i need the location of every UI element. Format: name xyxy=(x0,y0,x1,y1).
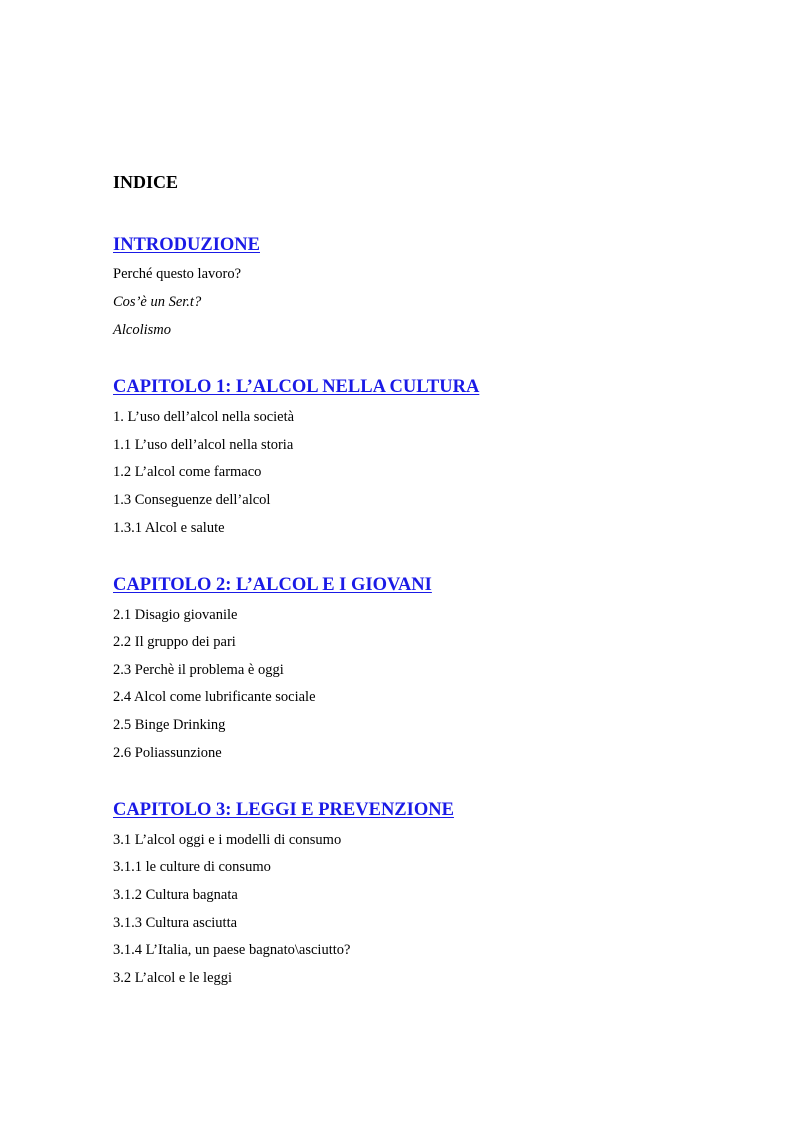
toc-item: 3.2 L’alcol e le leggi xyxy=(113,970,233,986)
toc-item: 1.3 Conseguenze dell’alcol xyxy=(113,492,271,508)
section-heading-capitolo-2[interactable]: CAPITOLO 2: L’ALCOL E I GIOVANI xyxy=(113,575,432,595)
toc-item: 3.1.1 le culture di consumo xyxy=(113,859,271,875)
toc-item: 1.3.1 Alcol e salute xyxy=(113,520,225,536)
section-heading-capitolo-3[interactable]: CAPITOLO 3: LEGGI E PREVENZIONE xyxy=(113,800,454,820)
toc-item: 3.1.3 Cultura asciutta xyxy=(113,915,238,931)
index-title: INDICE xyxy=(113,172,179,192)
toc-item: 1.2 L’alcol come farmaco xyxy=(113,464,262,480)
toc-item: 2.5 Binge Drinking xyxy=(113,717,226,733)
toc-item: 2.4 Alcol come lubrificante sociale xyxy=(113,689,316,705)
toc-item: 3.1.4 L’Italia, un paese bagnato\asciutto? xyxy=(113,942,351,958)
toc-item: Alcolismo xyxy=(113,322,171,338)
toc-item: 3.1 L’alcol oggi e i modelli di consumo xyxy=(113,832,342,848)
toc-item: 2.1 Disagio giovanile xyxy=(113,607,238,623)
toc-item: 1.1 L’uso dell’alcol nella storia xyxy=(113,437,294,453)
toc-item: 2.6 Poliassunzione xyxy=(113,745,222,761)
section-heading-introduzione[interactable]: INTRODUZIONE xyxy=(113,235,260,255)
toc-item: 3.1.2 Cultura bagnata xyxy=(113,887,238,903)
toc-item: 1. L’uso dell’alcol nella società xyxy=(113,409,295,425)
toc-item: Perché questo lavoro? xyxy=(113,266,242,282)
toc-item: Cos’è un Ser.t? xyxy=(113,294,202,310)
toc-item: 2.2 Il gruppo dei pari xyxy=(113,634,236,650)
section-heading-capitolo-1[interactable]: CAPITOLO 1: L’ALCOL NELLA CULTURA xyxy=(113,377,480,397)
toc-item: 2.3 Perchè il problema è oggi xyxy=(113,662,284,678)
